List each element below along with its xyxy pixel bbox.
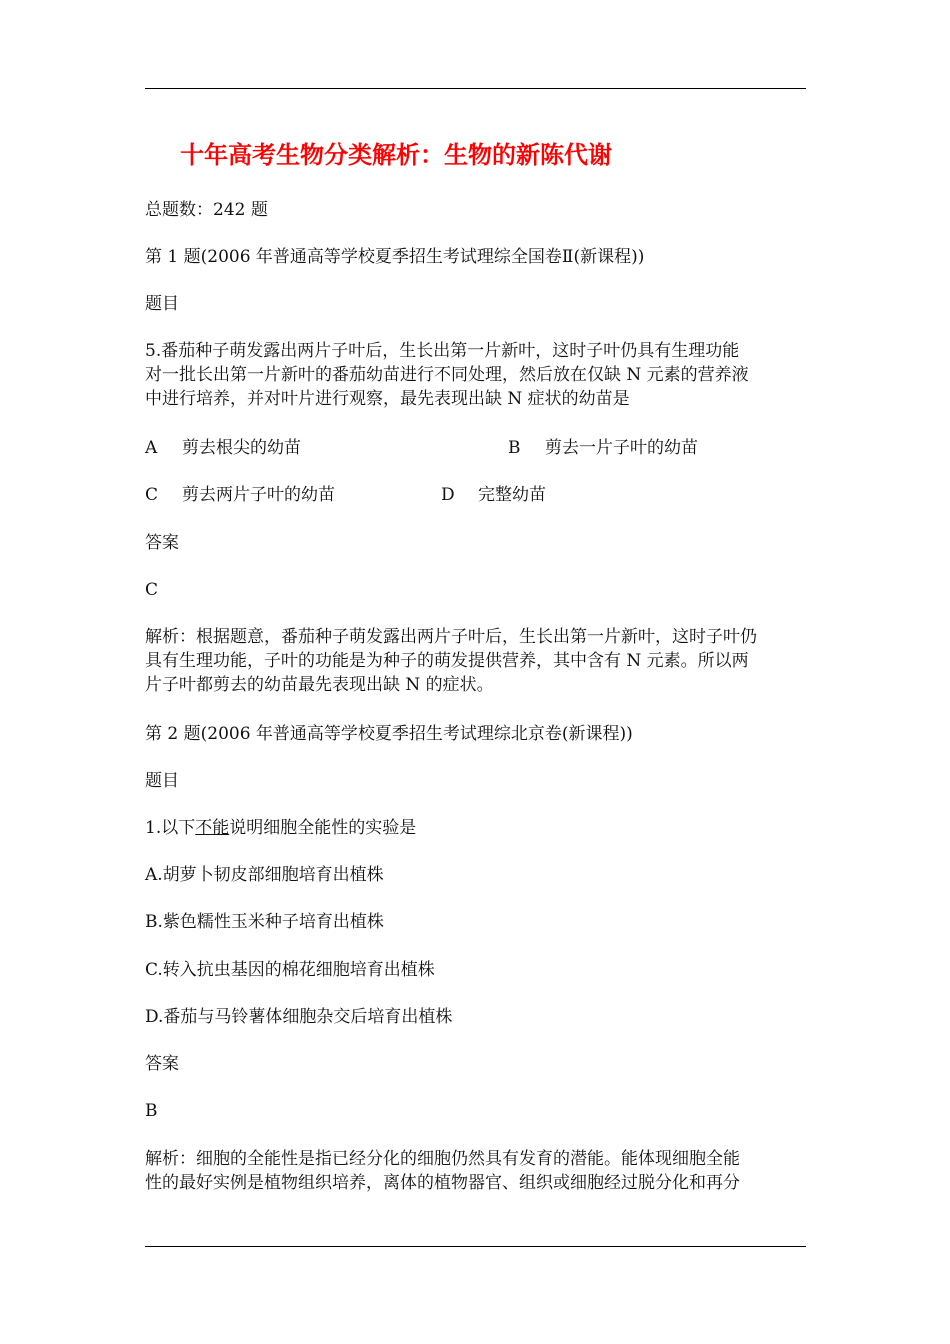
option-letter: D (441, 485, 455, 505)
question-1-header: 第 1 题(2006 年普通高等学校夏季招生考试理综全国卷Ⅱ(新课程)) (145, 247, 645, 267)
analysis-line: 解析：根据题意，番茄种子萌发露出两片子叶后，生长出第一片新叶，这时子叶仍 (145, 627, 757, 647)
answer-value: C (145, 580, 159, 600)
option-b: B.紫色糯性玉米种子培育出植株 (145, 912, 384, 932)
stem-line: 对一批长出第一片新叶的番茄幼苗进行不同处理，然后放在仅缺 N 元素的营养液 (145, 365, 749, 385)
stem-text: 1.以下 (145, 818, 196, 838)
question-2-header: 第 2 题(2006 年普通高等学校夏季招生考试理综北京卷(新课程)) (145, 724, 633, 744)
stem-line: 中进行培养，并对叶片进行观察，最先表现出缺 N 症状的幼苗是 (145, 389, 630, 409)
analysis-line: 片子叶都剪去的幼苗最先表现出缺 N 的症状。 (145, 675, 494, 695)
question-1-label: 题目 (145, 294, 179, 314)
answer-value: B (145, 1101, 158, 1121)
option-b (508, 436, 698, 460)
option-text: 剪去一片子叶的幼苗 (545, 438, 698, 458)
header-rule (145, 88, 806, 89)
analysis (145, 625, 810, 697)
option-d (441, 483, 546, 507)
option-c: C.转入抗虫基因的棉花细胞培育出植株 (145, 960, 435, 980)
analysis (145, 1147, 810, 1195)
analysis-line: 解析：细胞的全能性是指已经分化的细胞仍然具有发育的潜能。能体现细胞全能 (145, 1149, 740, 1169)
option-text: 剪去两片子叶的幼苗 (182, 485, 335, 505)
question-2-label: 题目 (145, 771, 179, 791)
option-letter: B (508, 438, 521, 458)
stem-text: 说明细胞全能性的实验是 (229, 818, 417, 838)
question-1-stem (145, 339, 810, 411)
stem-line: 5.番茄种子萌发露出两片子叶后，生长出第一片新叶，这时子叶仍具有生理功能 (145, 341, 740, 361)
footer-rule (145, 1246, 806, 1247)
option-a: A.胡萝卜韧皮部细胞培育出植株 (145, 865, 384, 885)
option-c (145, 483, 335, 507)
option-a (145, 436, 301, 460)
analysis-line: 具有生理功能，子叶的功能是为种子的萌发提供营养，其中含有 N 元素。所以两 (145, 651, 749, 671)
option-d: D.番茄与马铃薯体细胞杂交后培育出植株 (145, 1007, 453, 1027)
option-letter: C (145, 485, 159, 505)
stem-underlined-text: 不能 (195, 818, 230, 838)
total-count: 总题数：242 题 (145, 200, 268, 220)
analysis-line: 性的最好实例是植物组织培养，离体的植物器官、组织或细胞经过脱分化和再分 (145, 1173, 740, 1193)
document-title: 十年高考生物分类解析：生物的新陈代谢 (180, 141, 612, 169)
answer-label: 答案 (145, 1054, 179, 1074)
question-2-stem (145, 816, 416, 840)
option-letter: A (145, 438, 158, 458)
answer-label: 答案 (145, 533, 179, 553)
option-text: 剪去根尖的幼苗 (182, 438, 301, 458)
option-text: 完整幼苗 (478, 485, 546, 505)
